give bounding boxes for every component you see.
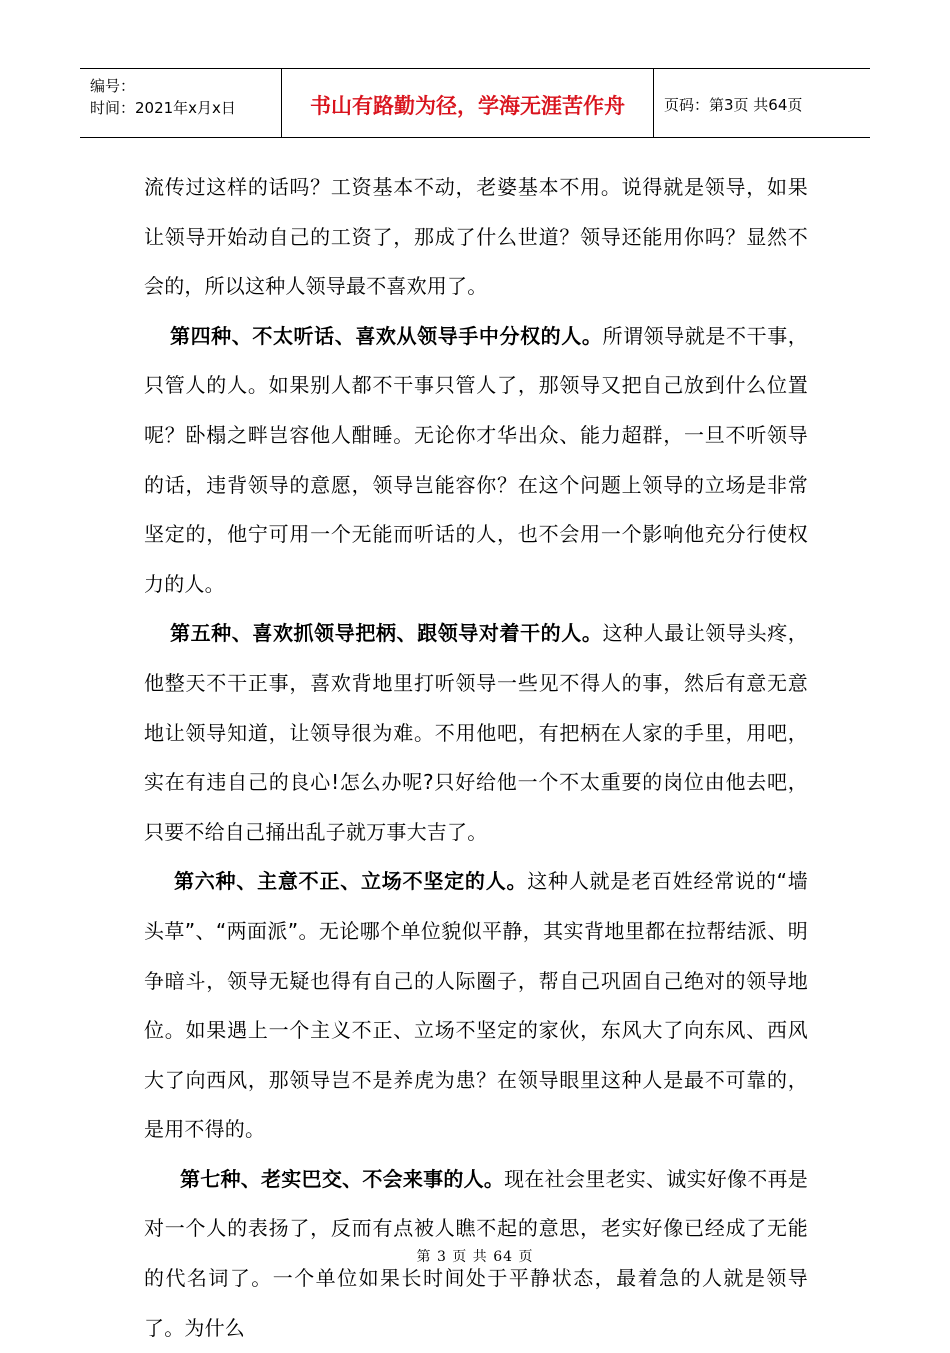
- header-meta: [80, 69, 282, 137]
- paragraph-3: [144, 609, 808, 857]
- serial-number-label: 编号：: [90, 77, 136, 95]
- paragraph-heading: 第七种、老实巴交、不会来事的人。: [180, 1166, 505, 1191]
- paragraph-text: 流传过这样的话吗？工资基本不动，老婆基本不用。说得就是领导，如果让领导开始动自己的工资了，那成了什么世道？领导还能用你吗？显然不会的，所以这种人领导最不喜欢用了。: [144, 175, 808, 299]
- paragraph-heading: 第六种、主意不正、立场不坚定的人。: [174, 869, 528, 894]
- paragraph-heading: 第四种、不太听话、喜欢从领导手中分权的人。: [170, 323, 603, 348]
- paragraph-text: 现在社会里老实、诚实好像不再是对一个人的表扬了，反而有点被人瞧不起的意思，老实好像已经成了无能的代名词了。一个单位如果长时间处于平静状态，最着急的人就是领导了。为什么: [144, 1166, 809, 1340]
- body-text: [144, 163, 808, 1353]
- paragraph-text: 所谓领导就是不干事，只管人的人。如果别人都不干事只管人了，那领导又把自己放到什么位置呢？卧榻之畔岂容他人酣睡。无论你才华出众、能力超群，一旦不听领导的话，违背领导的意愿，领导岂能容你？在这个问题上领导的立场是非常坚定的，他宁可用一个无能而听话的人，也不会用一个影响他充分行使权力的人。: [144, 323, 809, 596]
- header-page-info: 页码：第3页 共64页: [664, 95, 803, 114]
- paragraph-2: [144, 312, 808, 610]
- header-motto: 书山有路勤为径，学海无涯苦作舟: [282, 69, 654, 137]
- paragraph-4: [144, 857, 808, 1155]
- paragraph-heading: 第五种、喜欢抓领导把柄、跟领导对着干的人。: [170, 621, 603, 646]
- date-label: 时间：2021年x月x日: [90, 99, 236, 117]
- paragraph-text: 这种人最让领导头疼，他整天不干正事，喜欢背地里打听领导一些见不得人的事，然后有意无意地让领导知道，让领导很为难。不用他吧，有把柄在人家的手里，用吧，实在有违自己的良心!怎么办呢?只好给他一个不太重要的岗位由他去吧，只要不给自己捅出乱子就万事大吉了。: [144, 621, 809, 844]
- page-footer: 第 3 页 共 64 页: [416, 1249, 534, 1265]
- page-header: [80, 68, 870, 138]
- paragraph-text: 这种人就是老百姓经常说的“墙头草”、“两面派”。无论哪个单位貌似平静，其实背地里都在拉帮结派、明争暗斗，领导无疑也得有自己的人际圈子，帮自己巩固自己绝对的领导地位。如果遇上一个主义不正、立场不坚定的家伙，东风大了向东风、西风大了向西风，那领导岂不是养虎为患？在领导眼里这种人是最不可靠的，是用不得的。: [144, 869, 808, 1142]
- paragraph-1: [144, 163, 808, 312]
